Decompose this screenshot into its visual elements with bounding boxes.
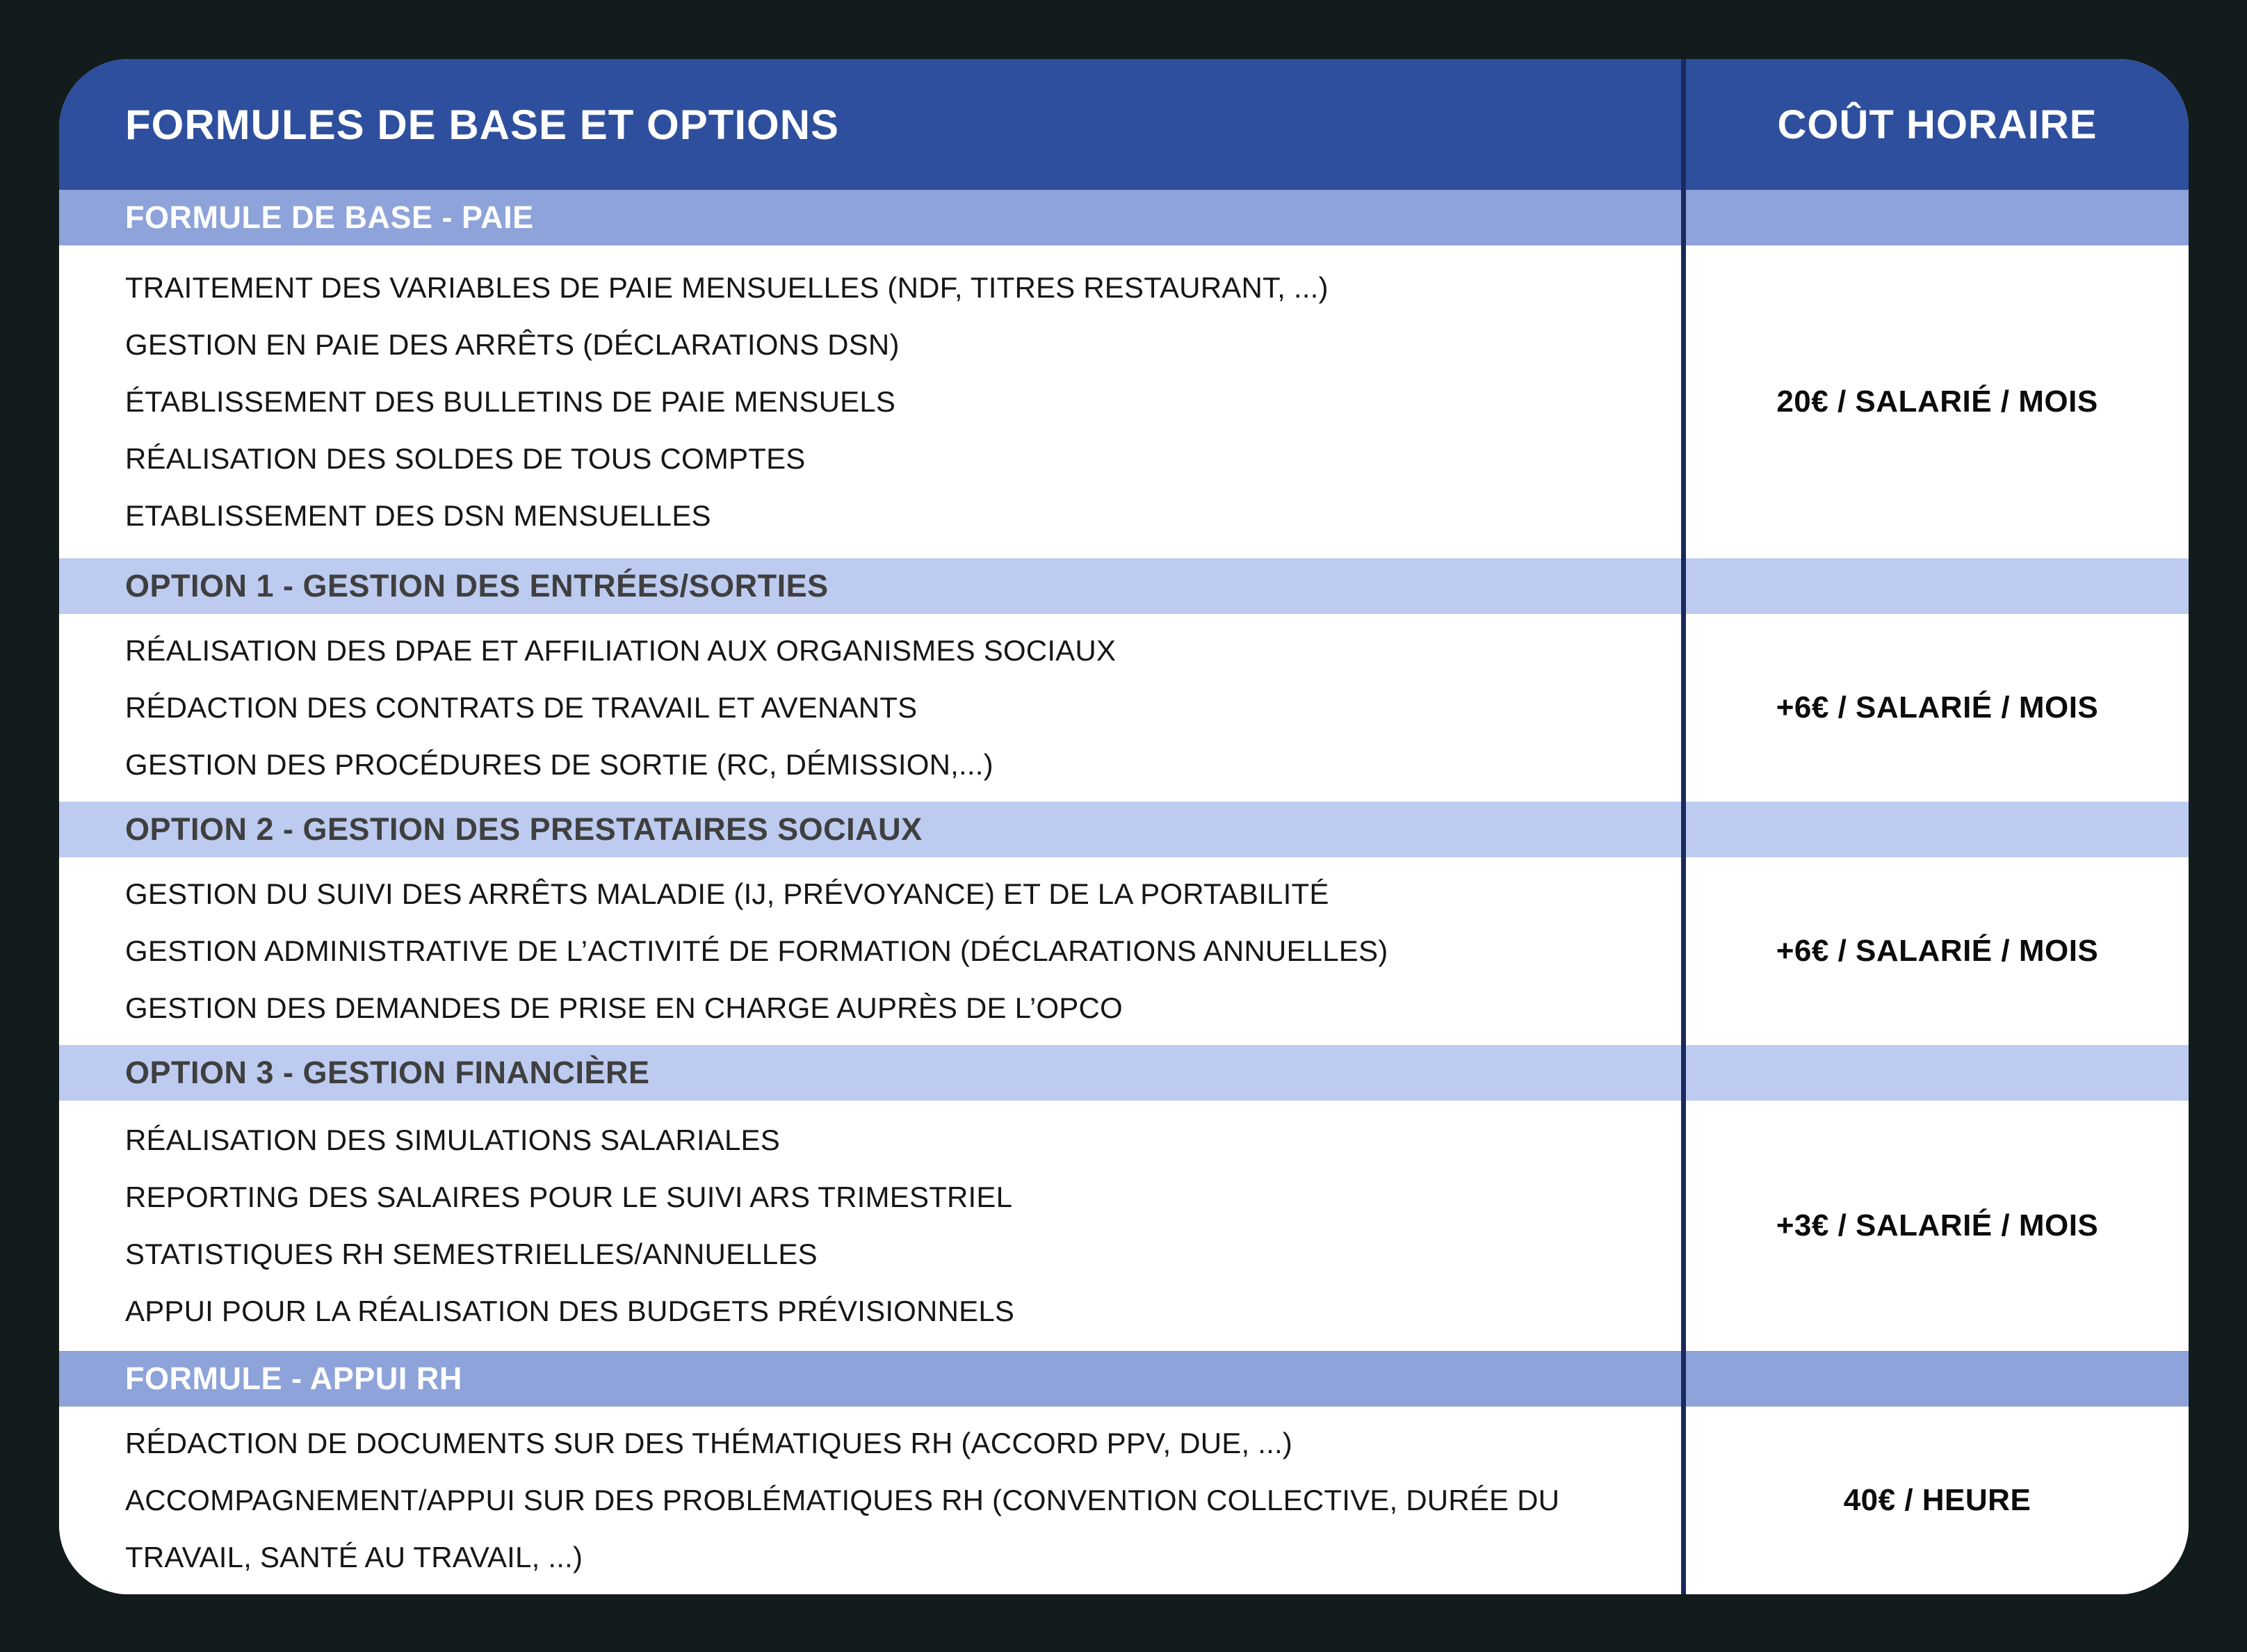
- section-price: 40€ / HEURE: [1843, 1483, 2031, 1517]
- table-section: [59, 802, 2189, 1045]
- section-label: OPTION 1 - GESTION DES ENTRÉES/SORTIES: [125, 568, 829, 604]
- pricing-table: [59, 59, 2189, 1594]
- service-item: RÉALISATION DES SIMULATIONS SALARIALES: [125, 1124, 780, 1156]
- section-label: OPTION 3 - GESTION FINANCIÈRE: [125, 1055, 650, 1090]
- section-band: [59, 802, 2189, 857]
- service-item: RÉDACTION DES CONTRATS DE TRAVAIL ET AVENANTS: [125, 691, 918, 724]
- section-band: [59, 1351, 2189, 1407]
- price-column-header: COÛT HORAIRE: [1777, 102, 2098, 147]
- service-item: GESTION DES PROCÉDURES DE SORTIE (RC, DÉMISSION,...): [125, 748, 993, 781]
- table-header-row: [59, 59, 2189, 190]
- service-item: ÉTABLISSEMENT DES BULLETINS DE PAIE MENSUELS: [125, 385, 896, 418]
- table-section: [59, 190, 2189, 558]
- section-price: 20€ / SALARIÉ / MOIS: [1776, 384, 2098, 419]
- section-content: [59, 857, 2189, 1045]
- section-price: +6€ / SALARIÉ / MOIS: [1776, 934, 2099, 968]
- section-content: [59, 614, 2189, 802]
- section-price: +6€ / SALARIÉ / MOIS: [1776, 690, 2099, 724]
- service-item: RÉALISATION DES SOLDES DE TOUS COMPTES: [125, 442, 806, 475]
- service-item: ETABLISSEMENT DES DSN MENSUELLES: [125, 499, 711, 532]
- section-content: [59, 1407, 2189, 1594]
- section-items: [59, 245, 1681, 558]
- section-band: [59, 558, 2189, 614]
- table-section: [59, 558, 2189, 802]
- section-band: [59, 1045, 2189, 1101]
- table-title: FORMULES DE BASE ET OPTIONS: [125, 101, 840, 148]
- table-header-right-cell: [1681, 59, 2189, 190]
- service-item: TRAITEMENT DES VARIABLES DE PAIE MENSUELLES (NDF, TITRES RESTAURANT, ...): [125, 271, 1329, 304]
- service-item: GESTION EN PAIE DES ARRÊTS (DÉCLARATIONS DSN): [125, 328, 900, 361]
- section-band: [59, 190, 2189, 245]
- section-label: FORMULE DE BASE - PAIE: [125, 200, 534, 235]
- table-section: [59, 1045, 2189, 1351]
- service-item: RÉALISATION DES DPAE ET AFFILIATION AUX ORGANISMES SOCIAUX: [125, 634, 1117, 667]
- service-item: GESTION DES DEMANDES DE PRISE EN CHARGE AUPRÈS DE L’OPCO: [125, 991, 1123, 1024]
- table-sections: [59, 190, 2189, 1594]
- section-content: [59, 1101, 2189, 1351]
- service-item: ACCOMPAGNEMENT/APPUI SUR DES PROBLÉMATIQUES RH (CONVENTION COLLECTIVE, DURÉE DU TRAVAIL, SANTÉ AU TRAVAIL, ...): [125, 1484, 1560, 1573]
- section-price: +3€ / SALARIÉ / MOIS: [1776, 1208, 2099, 1242]
- section-label: OPTION 2 - GESTION DES PRESTATAIRES SOCIAUX: [125, 811, 923, 847]
- section-items: [59, 1407, 1681, 1594]
- service-item: GESTION DU SUIVI DES ARRÊTS MALADIE (IJ, PRÉVOYANCE) ET DE LA PORTABILITÉ: [125, 877, 1329, 910]
- section-items: [59, 614, 1681, 802]
- service-item: RÉDACTION DE DOCUMENTS SUR DES THÉMATIQUES RH (ACCORD PPV, DUE, ...): [125, 1427, 1292, 1459]
- service-item: GESTION ADMINISTRATIVE DE L’ACTIVITÉ DE FORMATION (DÉCLARATIONS ANNUELLES): [125, 934, 1388, 967]
- section-label: FORMULE - APPUI RH: [125, 1361, 462, 1396]
- table-section: [59, 1351, 2189, 1594]
- section-items: [59, 1101, 1681, 1351]
- section-content: [59, 245, 2189, 558]
- section-items: [59, 857, 1681, 1045]
- service-item: REPORTING DES SALAIRES POUR LE SUIVI ARS TRIMESTRIEL: [125, 1181, 1013, 1213]
- table-header-left-cell: [59, 59, 1681, 190]
- service-item: APPUI POUR LA RÉALISATION DES BUDGETS PRÉVISIONNELS: [125, 1295, 1015, 1327]
- service-item: STATISTIQUES RH SEMESTRIELLES/ANNUELLES: [125, 1238, 818, 1270]
